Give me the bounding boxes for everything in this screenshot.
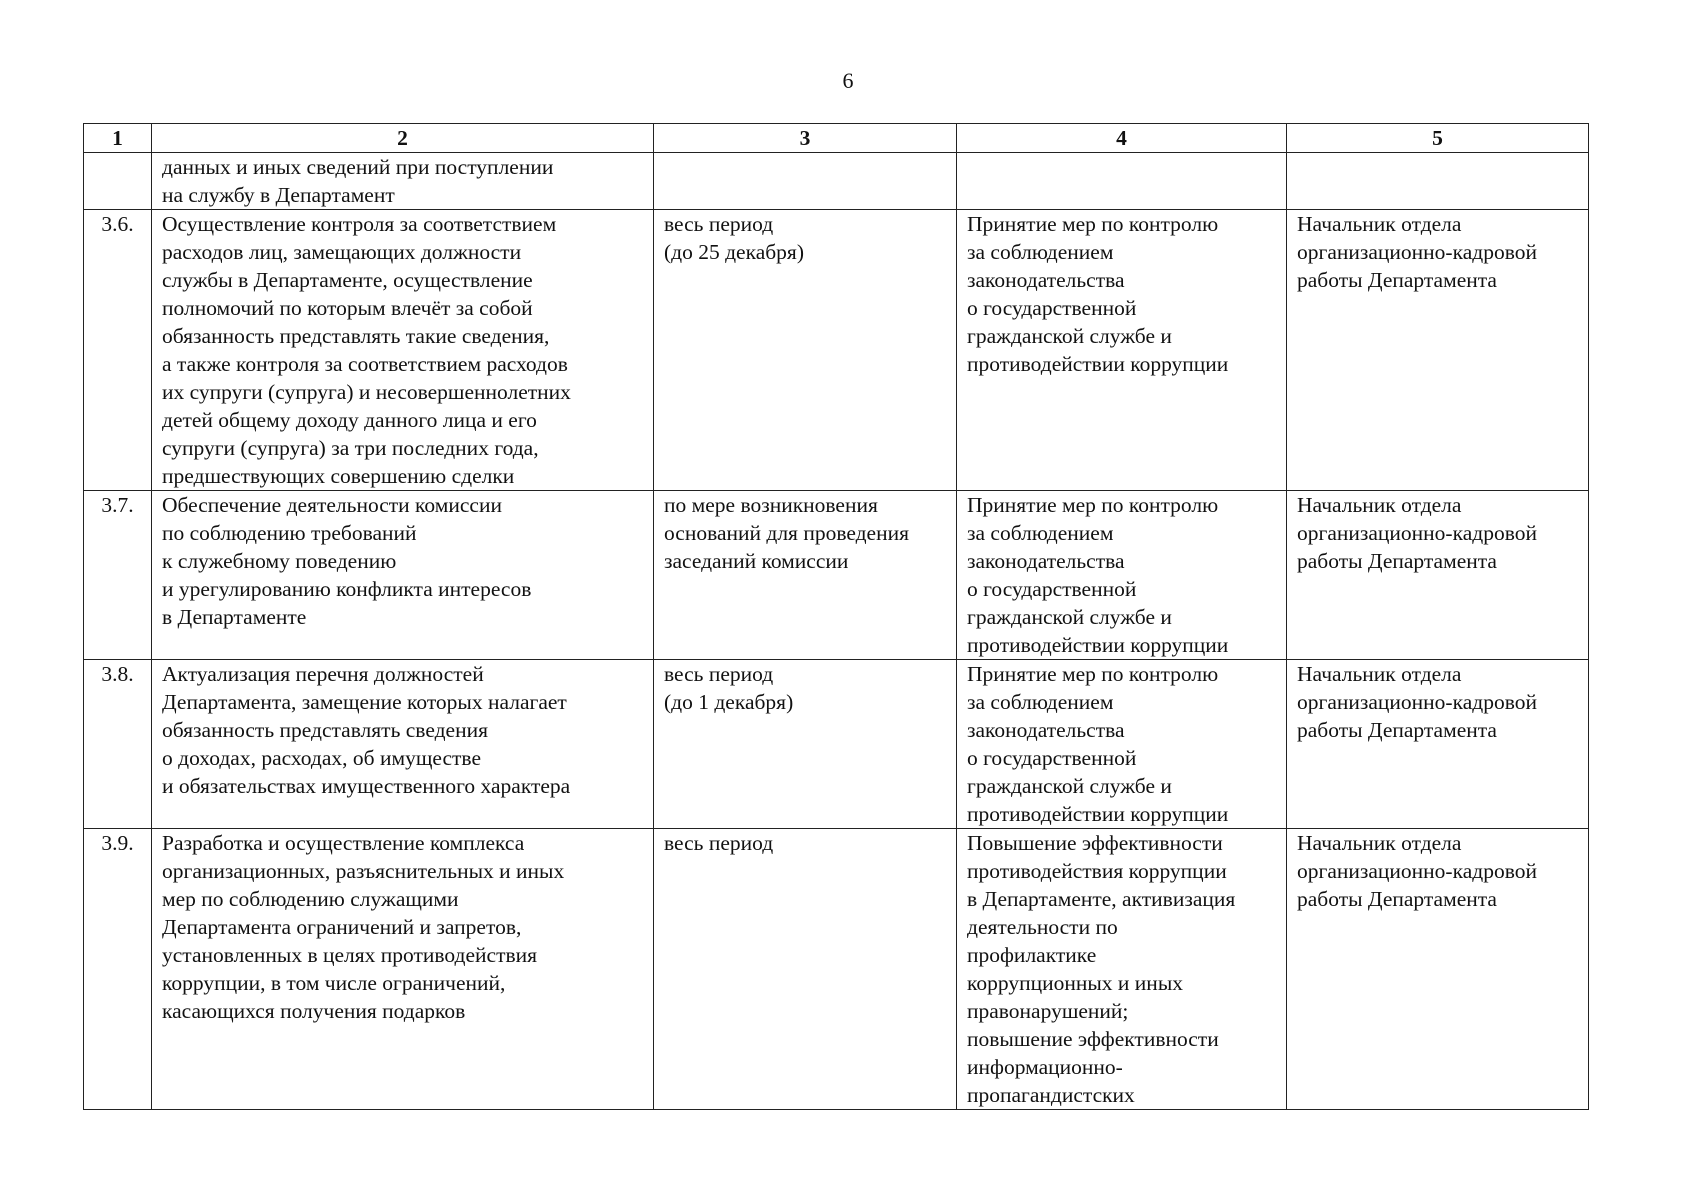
- row-number: 3.8.: [84, 660, 152, 829]
- responsible-cell: [1287, 491, 1589, 660]
- responsible-line: Начальник отдела: [1297, 493, 1462, 517]
- measure-line: в Департаменте: [162, 605, 307, 629]
- table-row: [84, 660, 1589, 829]
- responsible-line: работы Департамента: [1297, 268, 1497, 292]
- measure-line: предшествующих совершению сделки: [162, 464, 515, 488]
- measure-line: обязанность представлять сведения: [162, 718, 488, 742]
- measure-line: а также контроля за соответствием расходов: [162, 352, 568, 376]
- measure-line: организационных, разъяснительных и иных: [162, 859, 565, 883]
- table-row: [84, 829, 1589, 1110]
- measure-cell: [152, 153, 654, 210]
- column-header-2: 2: [152, 124, 654, 153]
- result-line: о государственной: [967, 746, 1137, 770]
- term-line: весь период: [664, 662, 774, 686]
- result-line: за соблюдением: [967, 521, 1114, 545]
- header-row: [84, 124, 1589, 153]
- table-row-continuation: [84, 153, 1589, 210]
- result-line: Принятие мер по контролю: [967, 212, 1219, 236]
- term-cell: [654, 491, 957, 660]
- result-line: правонарушений;: [967, 999, 1129, 1023]
- result-line: Повышение эффективности: [967, 831, 1223, 855]
- measure-line: и обязательствах имущественного характера: [162, 774, 571, 798]
- term-line: (до 1 декабря): [664, 690, 794, 714]
- column-header-4: 4: [957, 124, 1287, 153]
- responsible-line: организационно-кадровой: [1297, 859, 1537, 883]
- table-row: [84, 210, 1589, 491]
- measure-line: детей общему доходу данного лица и его: [162, 408, 537, 432]
- result-line: деятельности по: [967, 915, 1118, 939]
- term-line: заседаний комиссии: [664, 549, 849, 573]
- responsible-cell: [1287, 210, 1589, 491]
- measure-line: к служебному поведению: [162, 549, 397, 573]
- table-row: [84, 491, 1589, 660]
- measure-line: касающихся получения подарков: [162, 999, 466, 1023]
- term-line: весь период: [664, 212, 774, 236]
- term-cell: [654, 153, 957, 210]
- responsible-line: организационно-кадровой: [1297, 690, 1537, 714]
- result-line: повышение эффективности: [967, 1027, 1219, 1051]
- column-header-3: 3: [654, 124, 957, 153]
- page-number: 6: [842, 68, 854, 93]
- result-line: противодействия коррупции: [967, 859, 1227, 883]
- result-line: о государственной: [967, 577, 1137, 601]
- measure-line: по соблюдению требований: [162, 521, 417, 545]
- measure-line: и урегулированию конфликта интересов: [162, 577, 532, 601]
- measure-line: обязанность представлять такие сведения,: [162, 324, 550, 348]
- result-line: гражданской службе и: [967, 324, 1172, 348]
- result-cell: [957, 153, 1287, 210]
- term-line: (до 25 декабря): [664, 240, 804, 264]
- measure-line: данных и иных сведений при поступлении: [162, 155, 554, 179]
- result-cell: [957, 210, 1287, 491]
- result-line: противодействии коррупции: [967, 633, 1229, 657]
- measure-cell: [152, 210, 654, 491]
- result-line: за соблюдением: [967, 240, 1114, 264]
- measure-line: на службу в Департамент: [162, 183, 395, 207]
- result-line: законодательства: [967, 549, 1125, 573]
- result-line: Принятие мер по контролю: [967, 493, 1219, 517]
- result-line: в Департаменте, активизация: [967, 887, 1236, 911]
- measure-line: Департамента ограничений и запретов,: [162, 915, 522, 939]
- responsible-cell: [1287, 153, 1589, 210]
- measures-table: [83, 123, 1589, 1110]
- result-line: пропагандистских: [967, 1083, 1135, 1107]
- responsible-line: Начальник отдела: [1297, 831, 1462, 855]
- row-number: 3.6.: [84, 210, 152, 491]
- measure-line: Осуществление контроля за соответствием: [162, 212, 557, 236]
- row-number: 3.7.: [84, 491, 152, 660]
- responsible-line: Начальник отдела: [1297, 662, 1462, 686]
- measure-line: мер по соблюдению служащими: [162, 887, 459, 911]
- term-cell: [654, 210, 957, 491]
- measure-cell: [152, 660, 654, 829]
- responsible-cell: [1287, 660, 1589, 829]
- responsible-line: организационно-кадровой: [1297, 240, 1537, 264]
- row-number: [84, 153, 152, 210]
- measure-cell: [152, 491, 654, 660]
- result-line: коррупционных и иных: [967, 971, 1184, 995]
- term-cell: [654, 829, 957, 1110]
- result-line: гражданской службе и: [967, 605, 1172, 629]
- result-line: о государственной: [967, 296, 1137, 320]
- measure-line: коррупции, в том числе ограничений,: [162, 971, 506, 995]
- column-header-5: 5: [1287, 124, 1589, 153]
- measure-line: службы в Департаменте, осуществление: [162, 268, 533, 292]
- measure-line: Обеспечение деятельности комиссии: [162, 493, 502, 517]
- term-cell: [654, 660, 957, 829]
- result-line: противодействии коррупции: [967, 352, 1229, 376]
- result-line: Принятие мер по контролю: [967, 662, 1219, 686]
- row-number: 3.9.: [84, 829, 152, 1110]
- measure-line: полномочий по которым влечёт за собой: [162, 296, 533, 320]
- measure-line: о доходах, расходах, об имуществе: [162, 746, 481, 770]
- result-line: гражданской службе и: [967, 774, 1172, 798]
- measure-line: супруги (супруга) за три последних года,: [162, 436, 539, 460]
- column-header-1: 1: [84, 124, 152, 153]
- result-line: законодательства: [967, 718, 1125, 742]
- measure-line: установленных в целях противодействия: [162, 943, 538, 967]
- measure-line: их супруги (супруга) и несовершеннолетних: [162, 380, 571, 404]
- measure-line: Актуализация перечня должностей: [162, 662, 484, 686]
- result-cell: [957, 660, 1287, 829]
- responsible-line: работы Департамента: [1297, 718, 1497, 742]
- result-cell: [957, 829, 1287, 1110]
- term-line: весь период: [664, 831, 774, 855]
- result-line: за соблюдением: [967, 690, 1114, 714]
- result-cell: [957, 491, 1287, 660]
- result-line: законодательства: [967, 268, 1125, 292]
- term-line: оснований для проведения: [664, 521, 909, 545]
- measure-cell: [152, 829, 654, 1110]
- measure-line: Разработка и осуществление комплекса: [162, 831, 525, 855]
- responsible-line: организационно-кадровой: [1297, 521, 1537, 545]
- term-line: по мере возникновения: [664, 493, 878, 517]
- result-line: профилактике: [967, 943, 1097, 967]
- measure-line: Департамента, замещение которых налагает: [162, 690, 567, 714]
- result-line: противодействии коррупции: [967, 802, 1229, 826]
- result-line: информационно-: [967, 1055, 1123, 1079]
- responsible-line: работы Департамента: [1297, 549, 1497, 573]
- responsible-line: работы Департамента: [1297, 887, 1497, 911]
- responsible-cell: [1287, 829, 1589, 1110]
- responsible-line: Начальник отдела: [1297, 212, 1462, 236]
- measure-line: расходов лиц, замещающих должности: [162, 240, 522, 264]
